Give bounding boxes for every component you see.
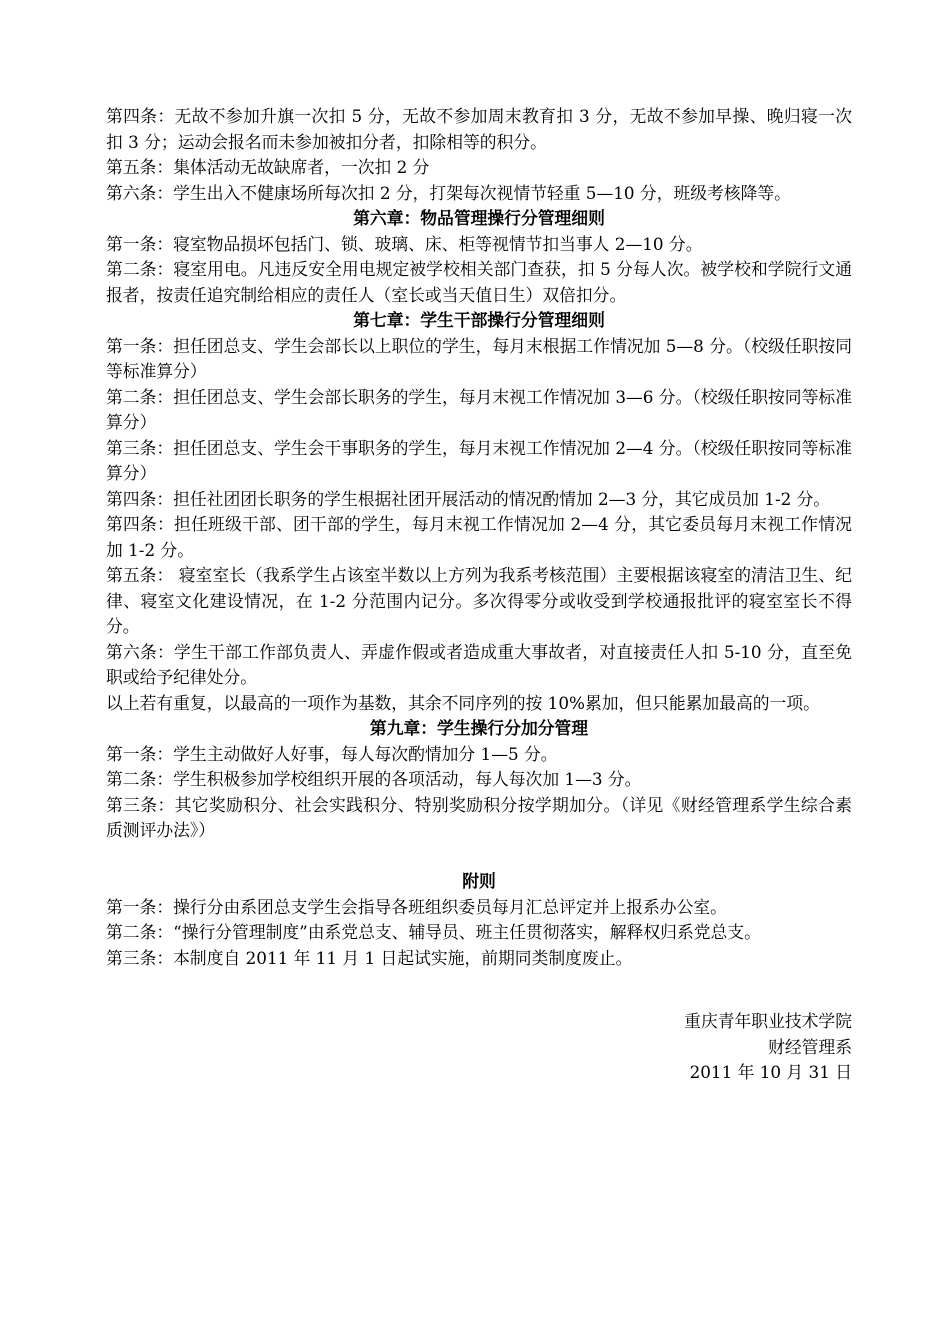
blank-line <box>106 844 852 870</box>
appendix-clause-2: 第二条：“操行分管理制度”由系党总支、辅导员、班主任贯彻落实，解释权归系党总支。 <box>106 922 761 942</box>
appendix-clause-1: 第一条：操行分由系团总支学生会指导各班组织委员每月汇总评定并上报系办公室。 <box>106 896 727 917</box>
ch6-clause-1: 第一条：寝室物品损坏包括门、锁、玻璃、床、柜等视情节扣当事人 2—10 分。 <box>106 233 703 254</box>
clause-4-attendance: 第四条：无故不参加升旗一次扣 5 分，无故不参加周末教育扣 3 分，无故不参加早操、晚归寝一次扣 3 分；运动会报名而未参加被扣分者，扣除相等的积分。 <box>106 106 852 152</box>
ch7-clause-2: 第二条：担任团总支、学生会部长职务的学生，每月末视工作情况加 3—6 分。（校级任职按同等标准算分） <box>106 386 852 432</box>
appendix-clause-3: 第三条：本制度自 2011 年 11 月 1 日起试实施，前期同类制度废止。 <box>106 947 633 968</box>
signature-block <box>106 1009 852 1086</box>
ch7-clause-4b: 第四条：担任班级干部、团干部的学生，每月末视工作情况加 2—4 分，其它委员每月末视工作情况加 1-2 分。 <box>106 514 852 560</box>
chapter-7-heading: 第七章：学生干部操行分管理细则 <box>353 310 605 330</box>
ch9-clause-1: 第一条：学生主动做好人好事，每人每次酌情加分 1—5 分。 <box>106 743 558 764</box>
ch7-clause-3: 第三条：担任团总支、学生会干事职务的学生，每月末视工作情况加 2—4 分。（校级任职按同等标准算分） <box>106 437 852 483</box>
ch7-clause-5: 第五条： 寝室室长（我系学生占该室半数以上方列为我系考核范围）主要根据该寝室的清洁卫生、纪律、寝室文化建设情况，在 1-2 分范围内记分。多次得零分或收受到学校通报批评的寝室室长不得分。 <box>106 565 852 636</box>
ch6-clause-2: 第二条：寝室用电。凡违反安全用电规定被学校相关部门查获，扣 5 分每人次。被学校和学院行文通报者，按责任追究制给相应的责任人（室长或当天值日生）双倍扣分。 <box>106 259 852 305</box>
ch7-clause-6: 第六条：学生干部工作部负责人、弄虚作假或者造成重大事故者，对直接责任人扣 5-10 分，直至免职或给予纪律处分。 <box>106 641 852 687</box>
signature-institution: 重庆青年职业技术学院 <box>684 1011 852 1031</box>
ch9-clause-3: 第三条：其它奖励积分、社会实践积分、特别奖励积分按学期加分。（详见《财经管理系学生综合素质测评办法》） <box>106 794 852 840</box>
clause-6-conduct: 第六条：学生出入不健康场所每次扣 2 分，打架每次视情节轻重 5—10 分，班级考核降等。 <box>106 182 791 203</box>
signature-date: 2011 年 10 月 31 日 <box>689 1062 852 1082</box>
clause-5-absence: 第五条：集体活动无故缺席者，一次扣 2 分 <box>106 157 430 177</box>
signature-department: 财经管理系 <box>768 1036 852 1057</box>
ch7-clause-4a: 第四条：担任社团团长职务的学生根据社团开展活动的情况酌情加 2—3 分，其它成员加 1-2 分。 <box>106 488 831 509</box>
ch7-note: 以上若有重复，以最高的一项作为基数，其余不同序列的按 10%累加，但只能累加最高的一项。 <box>106 692 820 713</box>
appendix-heading: 附则 <box>462 871 496 891</box>
ch9-clause-2: 第二条：学生积极参加学校组织开展的各项活动，每人每次加 1—3 分。 <box>106 769 642 789</box>
document-page <box>106 104 852 1086</box>
ch7-clause-1: 第一条：担任团总支、学生会部长以上职位的学生，每月末根据工作情况加 5—8 分。（校级任职按同等标准算分） <box>106 335 852 381</box>
chapter-9-heading: 第九章：学生操行分加分管理 <box>369 718 589 738</box>
chapter-6-heading: 第六章：物品管理操行分管理细则 <box>353 208 605 228</box>
